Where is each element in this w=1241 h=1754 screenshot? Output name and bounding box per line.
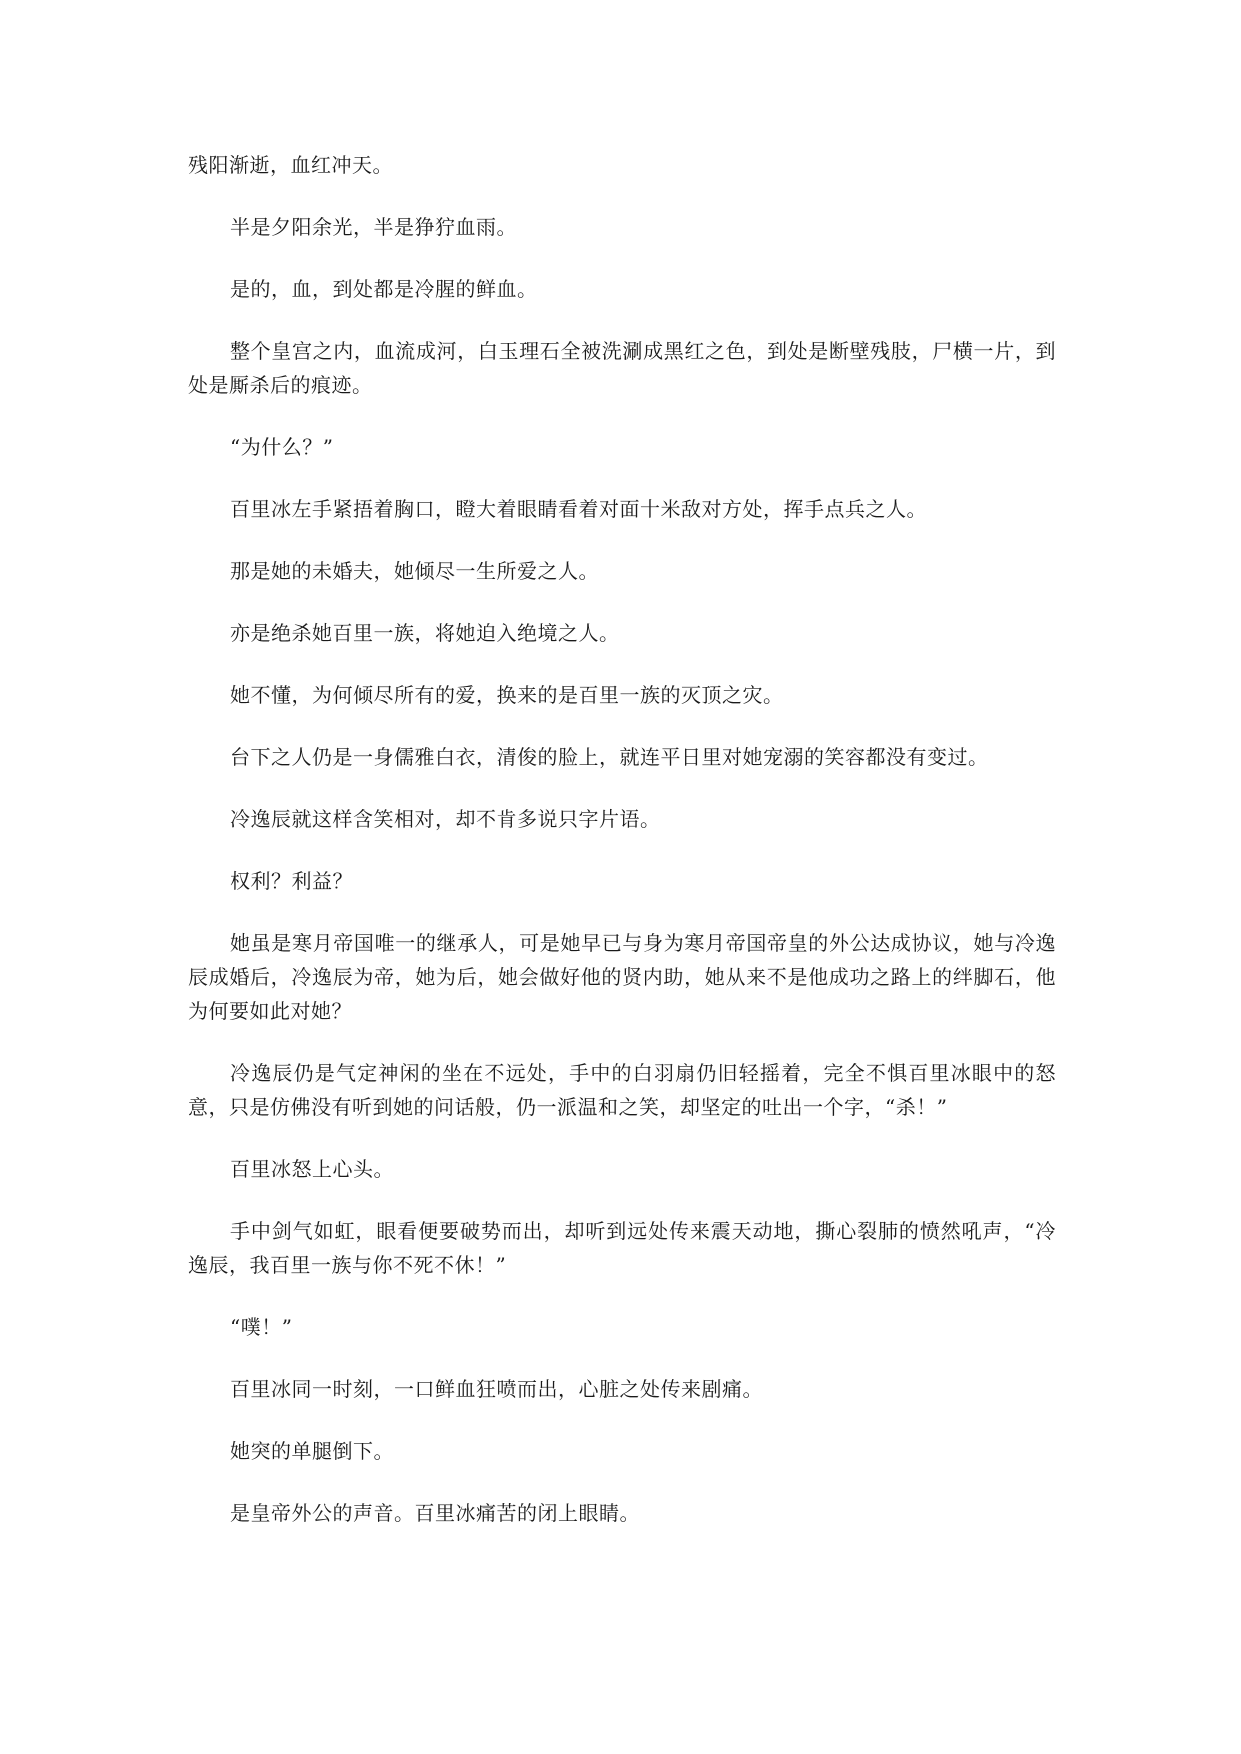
paragraph: 她突的单腿倒下。: [230, 1439, 394, 1463]
paragraph: 是皇帝外公的声音。百里冰痛苦的闭上眼睛。: [230, 1501, 640, 1525]
paragraph: 那是她的未婚夫，她倾尽一生所爱之人。: [230, 559, 599, 583]
paragraph: 半是夕阳余光，半是狰狞血雨。: [230, 215, 517, 239]
paragraph: 是的，血，到处都是冷腥的鲜血。: [230, 277, 538, 301]
paragraph: 百里冰左手紧捂着胸口，瞪大着眼睛看着对面十米敌对方处，挥手点兵之人。: [230, 497, 927, 521]
paragraph: “噗！”: [230, 1315, 293, 1339]
paragraph: 残阳渐逝，血红冲天。: [188, 153, 393, 177]
paragraph: 她不懂，为何倾尽所有的爱，换来的是百里一族的灭顶之灾。: [230, 683, 784, 707]
paragraph: 权利？利益？: [230, 869, 353, 893]
paragraph: 冷逸辰就这样含笑相对，却不肯多说只字片语。: [230, 807, 661, 831]
paragraph: 台下之人仍是一身儒雅白衣，清俊的脸上，就连平日里对她宠溺的笑容都没有变过。: [230, 745, 989, 769]
paragraph: 手中剑气如虹，眼看便要破势而出，却听到远处传来震天动地，撕心裂肺的愤然吼声，“冷逸辰，我百里一族与你不死不休！”: [188, 1219, 1056, 1277]
story-text: [188, 148, 1056, 1530]
paragraph: 亦是绝杀她百里一族，将她迫入绝境之人。: [230, 621, 620, 645]
paragraph: 百里冰同一时刻，一口鲜血狂喷而出，心脏之处传来剧痛。: [230, 1377, 763, 1401]
paragraph: 百里冰怒上心头。: [230, 1157, 394, 1181]
paragraph: 冷逸辰仍是气定神闲的坐在不远处，手中的白羽扇仍旧轻摇着，完全不惧百里冰眼中的怒意，只是仿佛没有听到她的问话般，仍一派温和之笑，却坚定的吐出一个字，“杀！”: [188, 1061, 1056, 1119]
paragraph: “为什么？”: [230, 435, 334, 459]
paragraph: 她虽是寒月帝国唯一的继承人，可是她早已与身为寒月帝国帝皇的外公达成协议，她与冷逸辰成婚后，冷逸辰为帝，她为后，她会做好他的贤内助，她从来不是他成功之路上的绊脚石，他为何要如此对她？: [188, 931, 1056, 1023]
paragraph: 整个皇宫之内，血流成河，白玉理石全被洗涮成黑红之色，到处是断壁残肢，尸横一片，到处是厮杀后的痕迹。: [188, 339, 1056, 397]
